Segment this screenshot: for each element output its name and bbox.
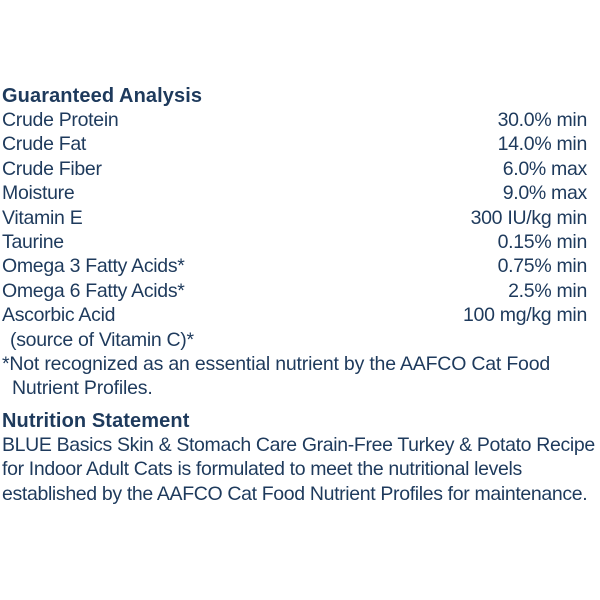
analysis-row-crude-fat	[2, 132, 596, 156]
nutrition-statement-heading: Nutrition Statement	[2, 409, 190, 432]
statement-line: for Indoor Adult Cats is formulated to meet the nutritional levels	[2, 458, 522, 481]
analysis-value: 30.0% min	[497, 109, 587, 131]
analysis-value: 300 IU/kg min	[470, 206, 587, 229]
analysis-value: 0.75% min	[497, 255, 587, 278]
analysis-label: Taurine	[2, 231, 64, 254]
guaranteed-analysis-heading: Guaranteed Analysis	[2, 85, 203, 107]
analysis-label: Crude Fat	[2, 133, 87, 156]
ascorbic-acid-note: (source of Vitamin C)*	[10, 328, 194, 351]
analysis-row-ascorbic-acid	[2, 303, 596, 327]
analysis-label: Omega 6 Fatty Acids*	[2, 279, 185, 302]
analysis-row-moisture	[2, 181, 596, 205]
analysis-label: Omega 3 Fatty Acids*	[2, 255, 185, 278]
analysis-row-vitamin-e	[2, 206, 596, 230]
nutrition-label	[2, 84, 596, 506]
analysis-row-crude-fiber	[2, 157, 596, 181]
analysis-value: 100 mg/kg min	[463, 304, 587, 327]
analysis-label: Crude Fiber	[2, 157, 102, 180]
analysis-footnote	[2, 352, 596, 401]
analysis-table	[2, 108, 596, 352]
analysis-row-omega-6	[2, 279, 596, 303]
analysis-value: 9.0% max	[502, 182, 587, 205]
analysis-label: Crude Protein	[2, 109, 119, 131]
analysis-label: Vitamin E	[2, 206, 83, 229]
statement-line: BLUE Basics Skin & Stomach Care Grain-Free Turkey & Potato Recipe	[2, 433, 595, 456]
analysis-value: 2.5% min	[508, 279, 587, 302]
analysis-value: 6.0% max	[502, 157, 587, 180]
analysis-row-omega-3	[2, 254, 596, 278]
analysis-label: Ascorbic Acid	[2, 304, 116, 327]
footnote-line: *Not recognized as an essential nutrient by the AAFCO Cat Food	[2, 353, 550, 376]
analysis-value: 0.15% min	[497, 231, 587, 254]
analysis-value: 14.0% min	[497, 133, 587, 156]
analysis-label: Moisture	[2, 182, 75, 205]
nutrition-statement-text	[2, 433, 596, 506]
analysis-row-taurine	[2, 230, 596, 254]
analysis-row-crude-protein	[2, 108, 596, 132]
statement-line: established by the AAFCO Cat Food Nutrient Profiles for maintenance.	[2, 482, 588, 505]
footnote-line: Nutrient Profiles.	[12, 377, 153, 400]
